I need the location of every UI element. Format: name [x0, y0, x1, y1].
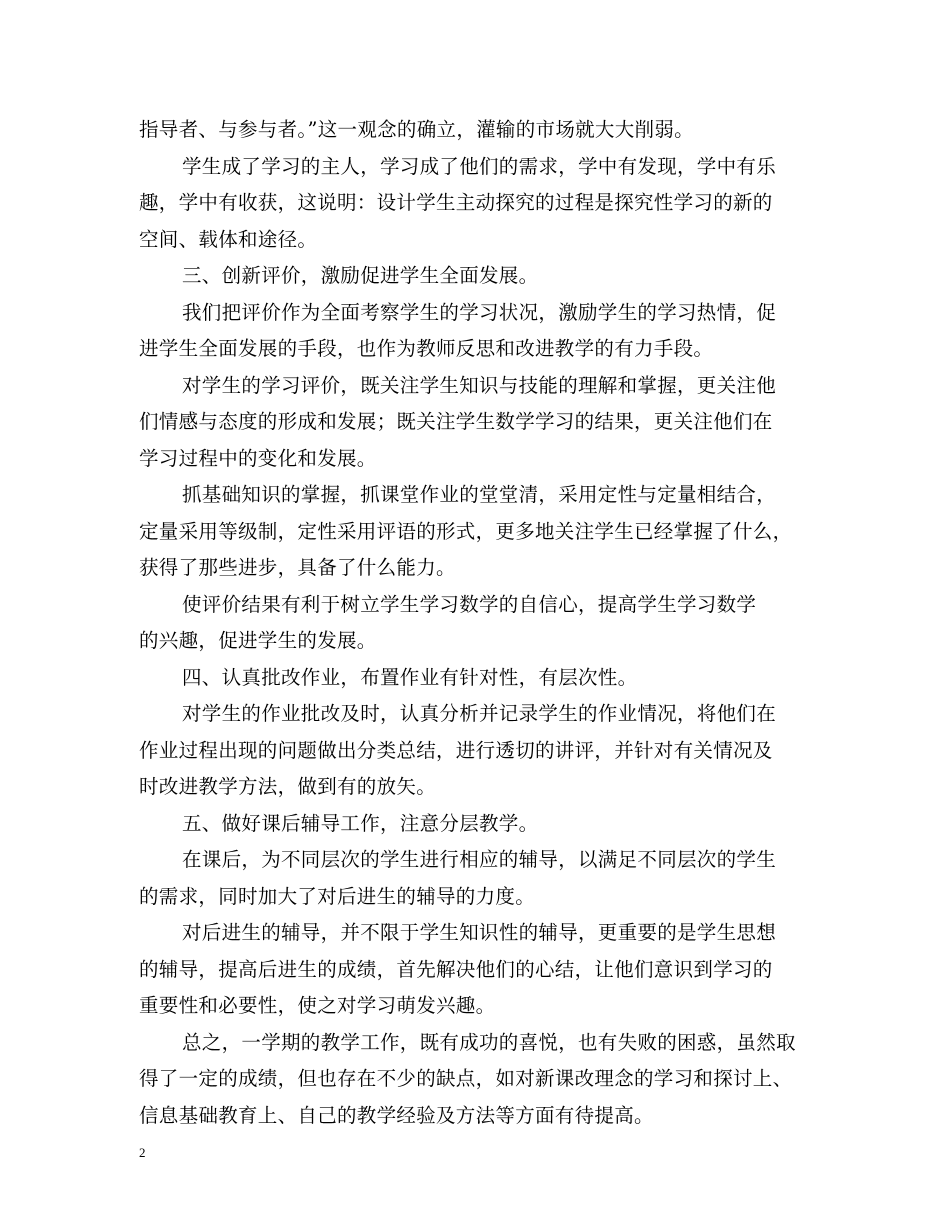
text-line: 获得了那些进步，具备了什么能力。 [139, 556, 456, 579]
text-line: 指导者、与参与者。”这一观念的确立，灌输的市场就大大削弱。 [139, 118, 694, 141]
text-line: 定量采用等级制，定性采用评语的形式，更多地关注学生已经掌握了什么， [139, 519, 793, 543]
text-line: 总之，一学期的教学工作，既有成功的喜悦，也有失败的困惑，虽然取 [182, 1030, 796, 1054]
page-number: 2 [139, 1145, 146, 1160]
text-line: 信息基础教育上、自己的教学经验及方法等方面有待提高。 [139, 1103, 654, 1127]
text-line: 们情感与态度的形成和发展；既关注学生数学学习的结果，更关注他们在 [139, 410, 773, 433]
text-line: 学习过程中的变化和发展。 [139, 446, 377, 470]
text-line: 得了一定的成绩，但也存在不少的缺点，如对新课改理念的学习和探讨上、 [139, 1067, 793, 1090]
text-line: 抓基础知识的掌握，抓课堂作业的堂堂清，采用定性与定量相结合， [182, 483, 777, 506]
text-line: 的辅导，提高后进生的成绩，首先解决他们的心结，让他们意识到学习的 [139, 957, 773, 981]
text-line: 对学生的作业批改及时，认真分析并记录学生的作业情况，将他们在 [182, 702, 777, 725]
text-line: 学生成了学习的主人，学习成了他们的需求，学中有发现，学中有乐 [182, 154, 777, 178]
text-line: 时改进教学方法，做到有的放矢。 [139, 775, 437, 798]
document-body [139, 112, 829, 1134]
text-line: 的兴趣，促进学生的发展。 [139, 629, 377, 652]
text-line: 在课后，为不同层次的学生进行相应的辅导，以满足不同层次的学生 [182, 848, 777, 871]
section-heading: 三、创新评价，激励促进学生全面发展。 [182, 264, 539, 287]
text-line: 使评价结果有利于树立学生学习数学的自信心，提高学生学习数学 [182, 592, 757, 616]
text-line: 对后进生的辅导，并不限于学生知识性的辅导，更重要的是学生思想 [182, 921, 777, 944]
text-line: 重要性和必要性，使之对学习萌发兴趣。 [139, 994, 496, 1017]
text-line: 进学生全面发展的手段，也作为教师反思和改进教学的有力手段。 [139, 337, 714, 360]
section-heading: 四、认真批改作业，布置作业有针对性，有层次性。 [182, 665, 638, 689]
text-line: 我们把评价作为全面考察学生的学习状况，激励学生的学习热情，促 [182, 300, 777, 324]
text-line: 作业过程出现的问题做出分类总结，进行透切的讲评，并针对有关情况及 [139, 738, 773, 762]
section-heading: 五、做好课后辅导工作，注意分层教学。 [182, 811, 539, 835]
text-line: 趣，学中有收获，这说明：设计学生主动探究的过程是探究性学习的新的 [139, 191, 773, 214]
text-line: 对学生的学习评价，既关注学生知识与技能的理解和掌握，更关注他 [182, 373, 777, 397]
text-line: 的需求，同时加大了对后进生的辅导的力度。 [139, 884, 536, 908]
text-line: 空间、载体和途径。 [139, 227, 318, 251]
